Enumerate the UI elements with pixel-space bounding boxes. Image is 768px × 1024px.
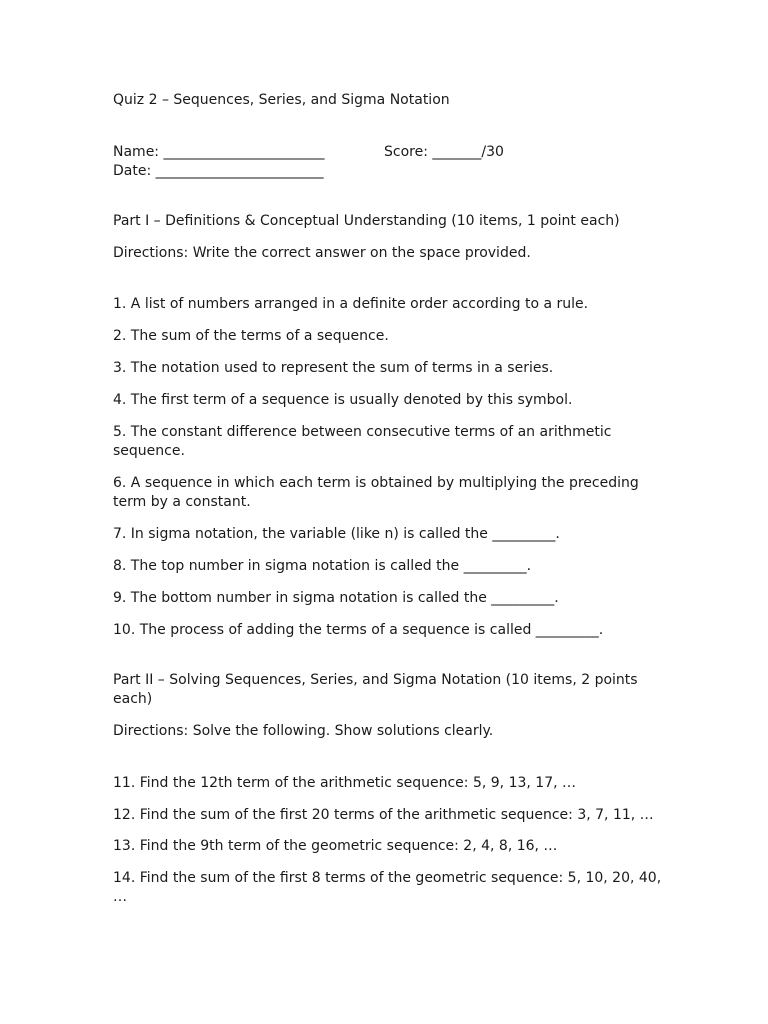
- score-field: Score: _______/30: [384, 144, 504, 160]
- question-item: 4. The first term of a sequence is usually denoted by this symbol.: [113, 392, 573, 408]
- question-item: 8. The top number in sigma notation is called the _________.: [113, 558, 532, 574]
- part1-heading: Part I – Definitions & Conceptual Understanding (10 items, 1 point each): [113, 213, 620, 229]
- question-item: 3. The notation used to represent the sum of terms in a series.: [113, 360, 554, 376]
- quiz-title: Quiz 2 – Sequences, Series, and Sigma Notation: [113, 92, 450, 108]
- question-item: 5. The constant difference between consecutive terms of an arithmetic sequence.: [113, 424, 612, 459]
- question-item: 9. The bottom number in sigma notation is called the _________.: [113, 590, 559, 606]
- question-item: 14. Find the sum of the first 8 terms of the geometric sequence: 5, 10, 20, 40, …: [113, 870, 662, 905]
- date-field: Date: ________________________: [113, 163, 324, 179]
- question-item: 6. A sequence in which each term is obtained by multiplying the preceding term by a constant.: [113, 475, 639, 510]
- question-item: 7. In sigma notation, the variable (like n) is called the _________.: [113, 526, 560, 542]
- part2-directions: Directions: Solve the following. Show solutions clearly.: [113, 723, 494, 739]
- question-item: 11. Find the 12th term of the arithmetic sequence: 5, 9, 13, 17, …: [113, 775, 577, 791]
- question-item: 2. The sum of the terms of a sequence.: [113, 328, 389, 344]
- question-item: 13. Find the 9th term of the geometric sequence: 2, 4, 8, 16, …: [113, 838, 558, 854]
- part1-directions: Directions: Write the correct answer on the space provided.: [113, 245, 531, 261]
- part2-heading: Part II – Solving Sequences, Series, and Sigma Notation (10 items, 2 points each): [113, 672, 638, 707]
- name-field: Name: _______________________: [113, 144, 325, 160]
- question-item: 12. Find the sum of the first 20 terms of the arithmetic sequence: 3, 7, 11, …: [113, 807, 654, 823]
- question-item: 10. The process of adding the terms of a sequence is called _________.: [113, 622, 604, 638]
- question-item: 1. A list of numbers arranged in a definite order according to a rule.: [113, 296, 589, 312]
